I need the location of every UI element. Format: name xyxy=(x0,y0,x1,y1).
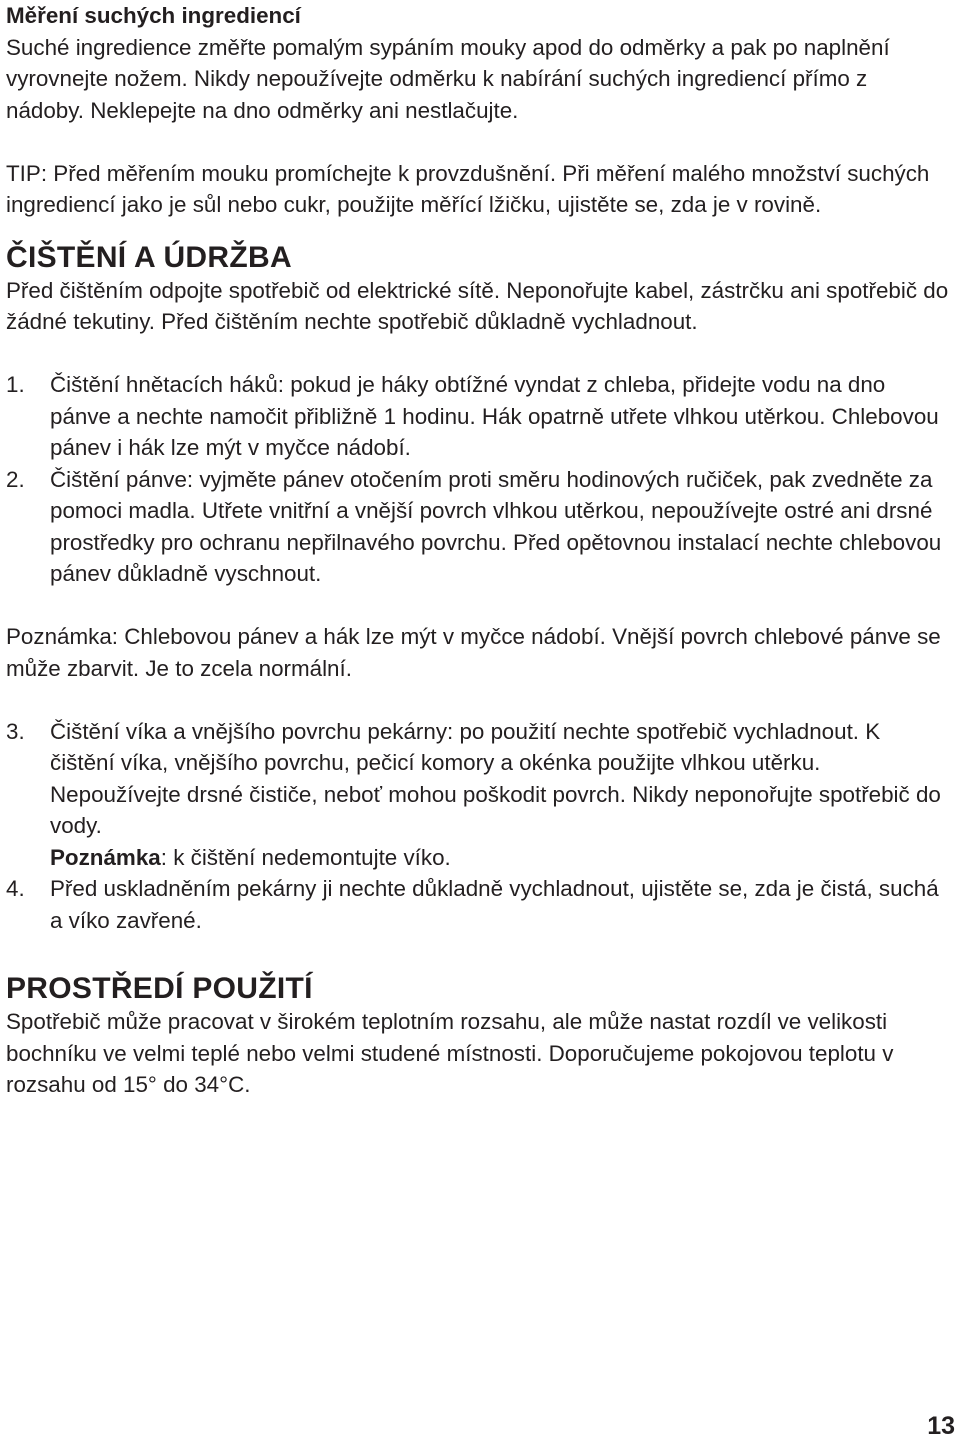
cleaning-heading: ČIŠTĚNÍ A ÚDRŽBA xyxy=(6,240,292,274)
step-note-label: Poznámka xyxy=(50,844,161,870)
step-text: Čištění pánve: vyjměte pánev otočením proti směru hodinových ručiček, pak zvedněte za pomoci madla. Utřete vnitřní a vnější povrch vlhkou utěrkou, nepoužívejte ostré ani drsné prostředky pro ochranu nepřilnavého povrchu. Před opětovnou instalací nechte chlebovou pánev důkladně vyschnout. xyxy=(50,466,942,586)
step-number: 4. xyxy=(6,876,25,901)
step-text: Před uskladněním pekárny ji nechte důkladně vychladnout, ujistěte se, zda je čistá, suchá a víko zavřené. xyxy=(50,876,939,933)
page-number: 13 xyxy=(927,1412,955,1440)
cleaning-note: Poznámka: Chlebovou pánev a hák lze mýt v myčce nádobí. Vnější povrch chlebové pánve se může zbarvit. Je to zcela normální. xyxy=(6,624,941,681)
environment-text: Spotřebič může pracovat v širokém teplotním rozsahu, ale může nastat rozdíl ve velikosti bochníku ve velmi teplé nebo velmi studené místnosti. Doporučujeme pokojovou teplotu v rozsahu od 15° do 34°C. xyxy=(6,1009,894,1097)
dry-ingredients-heading: Měření suchých ingrediencí xyxy=(6,3,301,28)
list-item xyxy=(6,873,951,936)
dry-ingredients-tip: TIP: Před měřením mouku promíchejte k provzdušnění. Při měření malého množství suchých ingrediencí jako je sůl nebo cukr, použijte měřící lžičku, ujistěte se, zda je v rovině. xyxy=(6,160,930,217)
list-item xyxy=(6,464,951,590)
environment-heading: PROSTŘEDÍ POUŽITÍ xyxy=(6,972,313,1005)
cleaning-steps-list-a xyxy=(6,369,951,590)
step-note-text: : k čištění nedemontujte víko. xyxy=(160,844,451,870)
manual-page xyxy=(6,0,951,1101)
step-number: 3. xyxy=(6,718,25,744)
dry-ingredients-text: Suché ingredience změřte pomalým sypáním mouky apod do odměrky a pak po naplnění vyrovnejte nožem. Nikdy nepoužívejte odměrku k nabírání suchých ingrediencí přímo z nádoby. Neklepejte na dno odměrky ani nestlačujte. xyxy=(6,34,890,123)
step-text: Čištění víka a vnějšího povrchu pekárny: po použití nechte spotřebič vychladnout. K čištění víka, vnějšího povrchu, pečicí komory a okénka použijte vlhkou utěrku. Nepoužívejte drsné čističe, neboť mohou poškodit povrch. Nikdy neponořujte spotřebič do vody. xyxy=(50,718,941,838)
list-item xyxy=(6,369,951,464)
list-item xyxy=(6,716,951,874)
cleaning-intro: Před čištěním odpojte spotřebič od elektrické sítě. Neponořujte kabel, zástrčku ani spotřebič do žádné tekutiny. Před čištěním nechte spotřebič důkladně vychladnout. xyxy=(6,277,949,334)
step-number: 2. xyxy=(6,466,25,492)
step-text: Čištění hnětacích háků: pokud je háky obtížné vyndat z chleba, přidejte vodu na dno pánve a nechte namočit přibližně 1 hodinu. Hák opatrně utřete vlhkou utěrkou. Chlebovou pánev i hák lze mýt v myčce nádobí. xyxy=(50,372,939,460)
step-number: 1. xyxy=(6,372,25,397)
cleaning-steps-list-b xyxy=(6,716,951,937)
